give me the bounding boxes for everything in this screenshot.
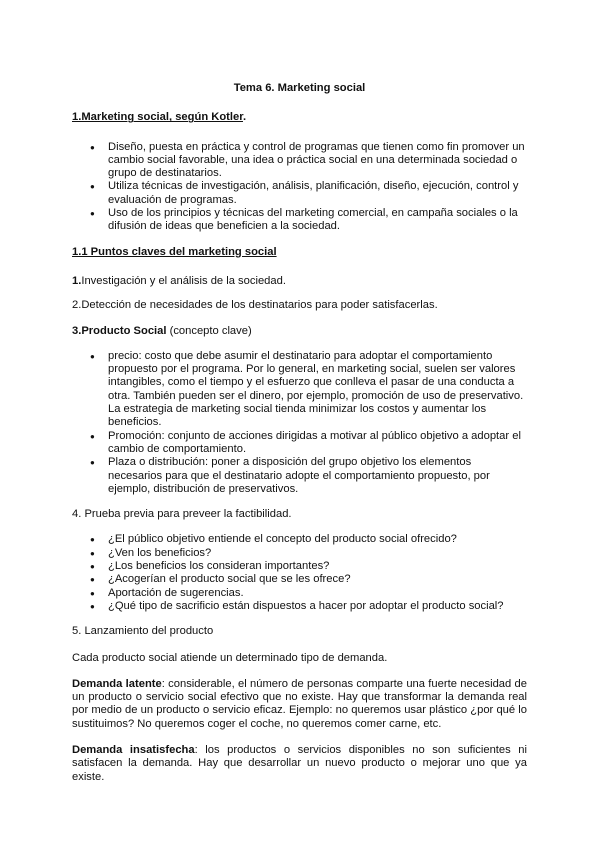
paragraph-prueba-previa: 4. Prueba previa para preveer la factibilidad. bbox=[72, 508, 292, 521]
list-item: ● Diseño, puesta en práctica y control de programas que tienen como fin promover un cambio social favorable, una idea o práctica social en una determinada sociedad o grupo de destinatarios. bbox=[108, 141, 527, 181]
prueba-previa-list bbox=[72, 533, 527, 613]
list-item: ● ¿Ven los beneficios? bbox=[108, 547, 527, 560]
list-item: ● Utiliza técnicas de investigación, análisis, planificación, diseño, ejecución, control y evaluación de programas. bbox=[108, 180, 527, 207]
paragraph-text: (concepto clave) bbox=[166, 324, 252, 337]
list-item: ● ¿Qué tipo de sacrificio están dispuestos a hacer por adoptar el producto social? bbox=[108, 600, 527, 613]
list-item: ● ¿Los beneficios los consideran importantes? bbox=[108, 560, 527, 573]
producto-social-list bbox=[72, 350, 527, 496]
paragraph-producto-social bbox=[72, 325, 527, 338]
demanda-insatisfecha-text: : los productos o servicios disponibles no son suficientes ni satisfacen la demanda. Hay que desarrollar un nuevo producto o mejorar uno que ya existe. bbox=[72, 743, 527, 783]
list-item: ● Plaza o distribución: poner a disposición del grupo objetivo los elementos necesarios para que el destinatario adopte el comportamiento propuesto, por ejemplo, distribución de preservativos. bbox=[108, 456, 527, 496]
paragraph-number: 1. bbox=[72, 274, 82, 287]
list-item: ● ¿Acogerían el producto social que se les ofrece? bbox=[108, 573, 527, 586]
demanda-insatisfecha-label: Demanda insatisfecha bbox=[72, 743, 195, 756]
paragraph-investigacion bbox=[72, 275, 527, 288]
demanda-latente-text: : considerable, el número de personas comparte una fuerte necesidad de un producto o servicio social efectivo que no existe. Hay que transformar la demanda real por medio de un producto o servicio eficaz. Ejemplo: no queremos usar plástico ¿por qué lo sustituimos? No queremos coger el coche, no queremos comer carne, etc. bbox=[72, 677, 527, 730]
kotler-definition-list bbox=[72, 141, 527, 234]
document-page bbox=[72, 82, 527, 795]
list-item: ● ¿El público objetivo entiende el concepto del producto social ofrecido? bbox=[108, 533, 527, 546]
paragraph-tipo-demanda: Cada producto social atiende un determinado tipo de demanda. bbox=[72, 651, 388, 664]
paragraph-deteccion: 2.Detección de necesidades de los destinatarios para poder satisfacerlas. bbox=[72, 299, 438, 312]
paragraph-demanda-insatisfecha bbox=[72, 744, 527, 784]
list-item: ● Aportación de sugerencias. bbox=[108, 587, 527, 600]
section-heading-1-1: 1.1 Puntos claves del marketing social bbox=[72, 245, 277, 258]
paragraph-bold-label: 3.Producto Social bbox=[72, 324, 167, 337]
section-heading-1-tail: . bbox=[242, 111, 247, 124]
demanda-latente-label: Demanda latente bbox=[72, 677, 162, 690]
page-title: Tema 6. Marketing social bbox=[233, 82, 366, 94]
paragraph-text: Investigación y el análisis de la sociedad. bbox=[81, 274, 286, 287]
section-heading-1-text: 1.Marketing social, según Kotler bbox=[72, 111, 243, 124]
list-item: ● Uso de los principios y técnicas del marketing comercial, en campaña sociales o la difusión de ideas que beneficien a la sociedad. bbox=[108, 207, 527, 234]
paragraph-lanzamiento: 5. Lanzamiento del producto bbox=[72, 625, 214, 638]
section-heading-1 bbox=[72, 111, 527, 124]
paragraph-demanda-latente bbox=[72, 678, 527, 731]
list-item: ● Promoción: conjunto de acciones dirigidas a motivar al público objetivo a adoptar el cambio de comportamiento. bbox=[108, 430, 527, 457]
list-item: ● precio: costo que debe asumir el destinatario para adoptar el comportamiento propuesto por el programa. Por lo general, en marketing social, suelen ser valores intangibles, como el tiempo y el esfuerzo que conlleva el pasar de una conducta a otra. También pueden ser el dinero, por ejemplo, promoción de uso de preservativo. La estrategia de marketing social tienda minimizar los costos y aumentar los beneficios. bbox=[108, 350, 527, 430]
